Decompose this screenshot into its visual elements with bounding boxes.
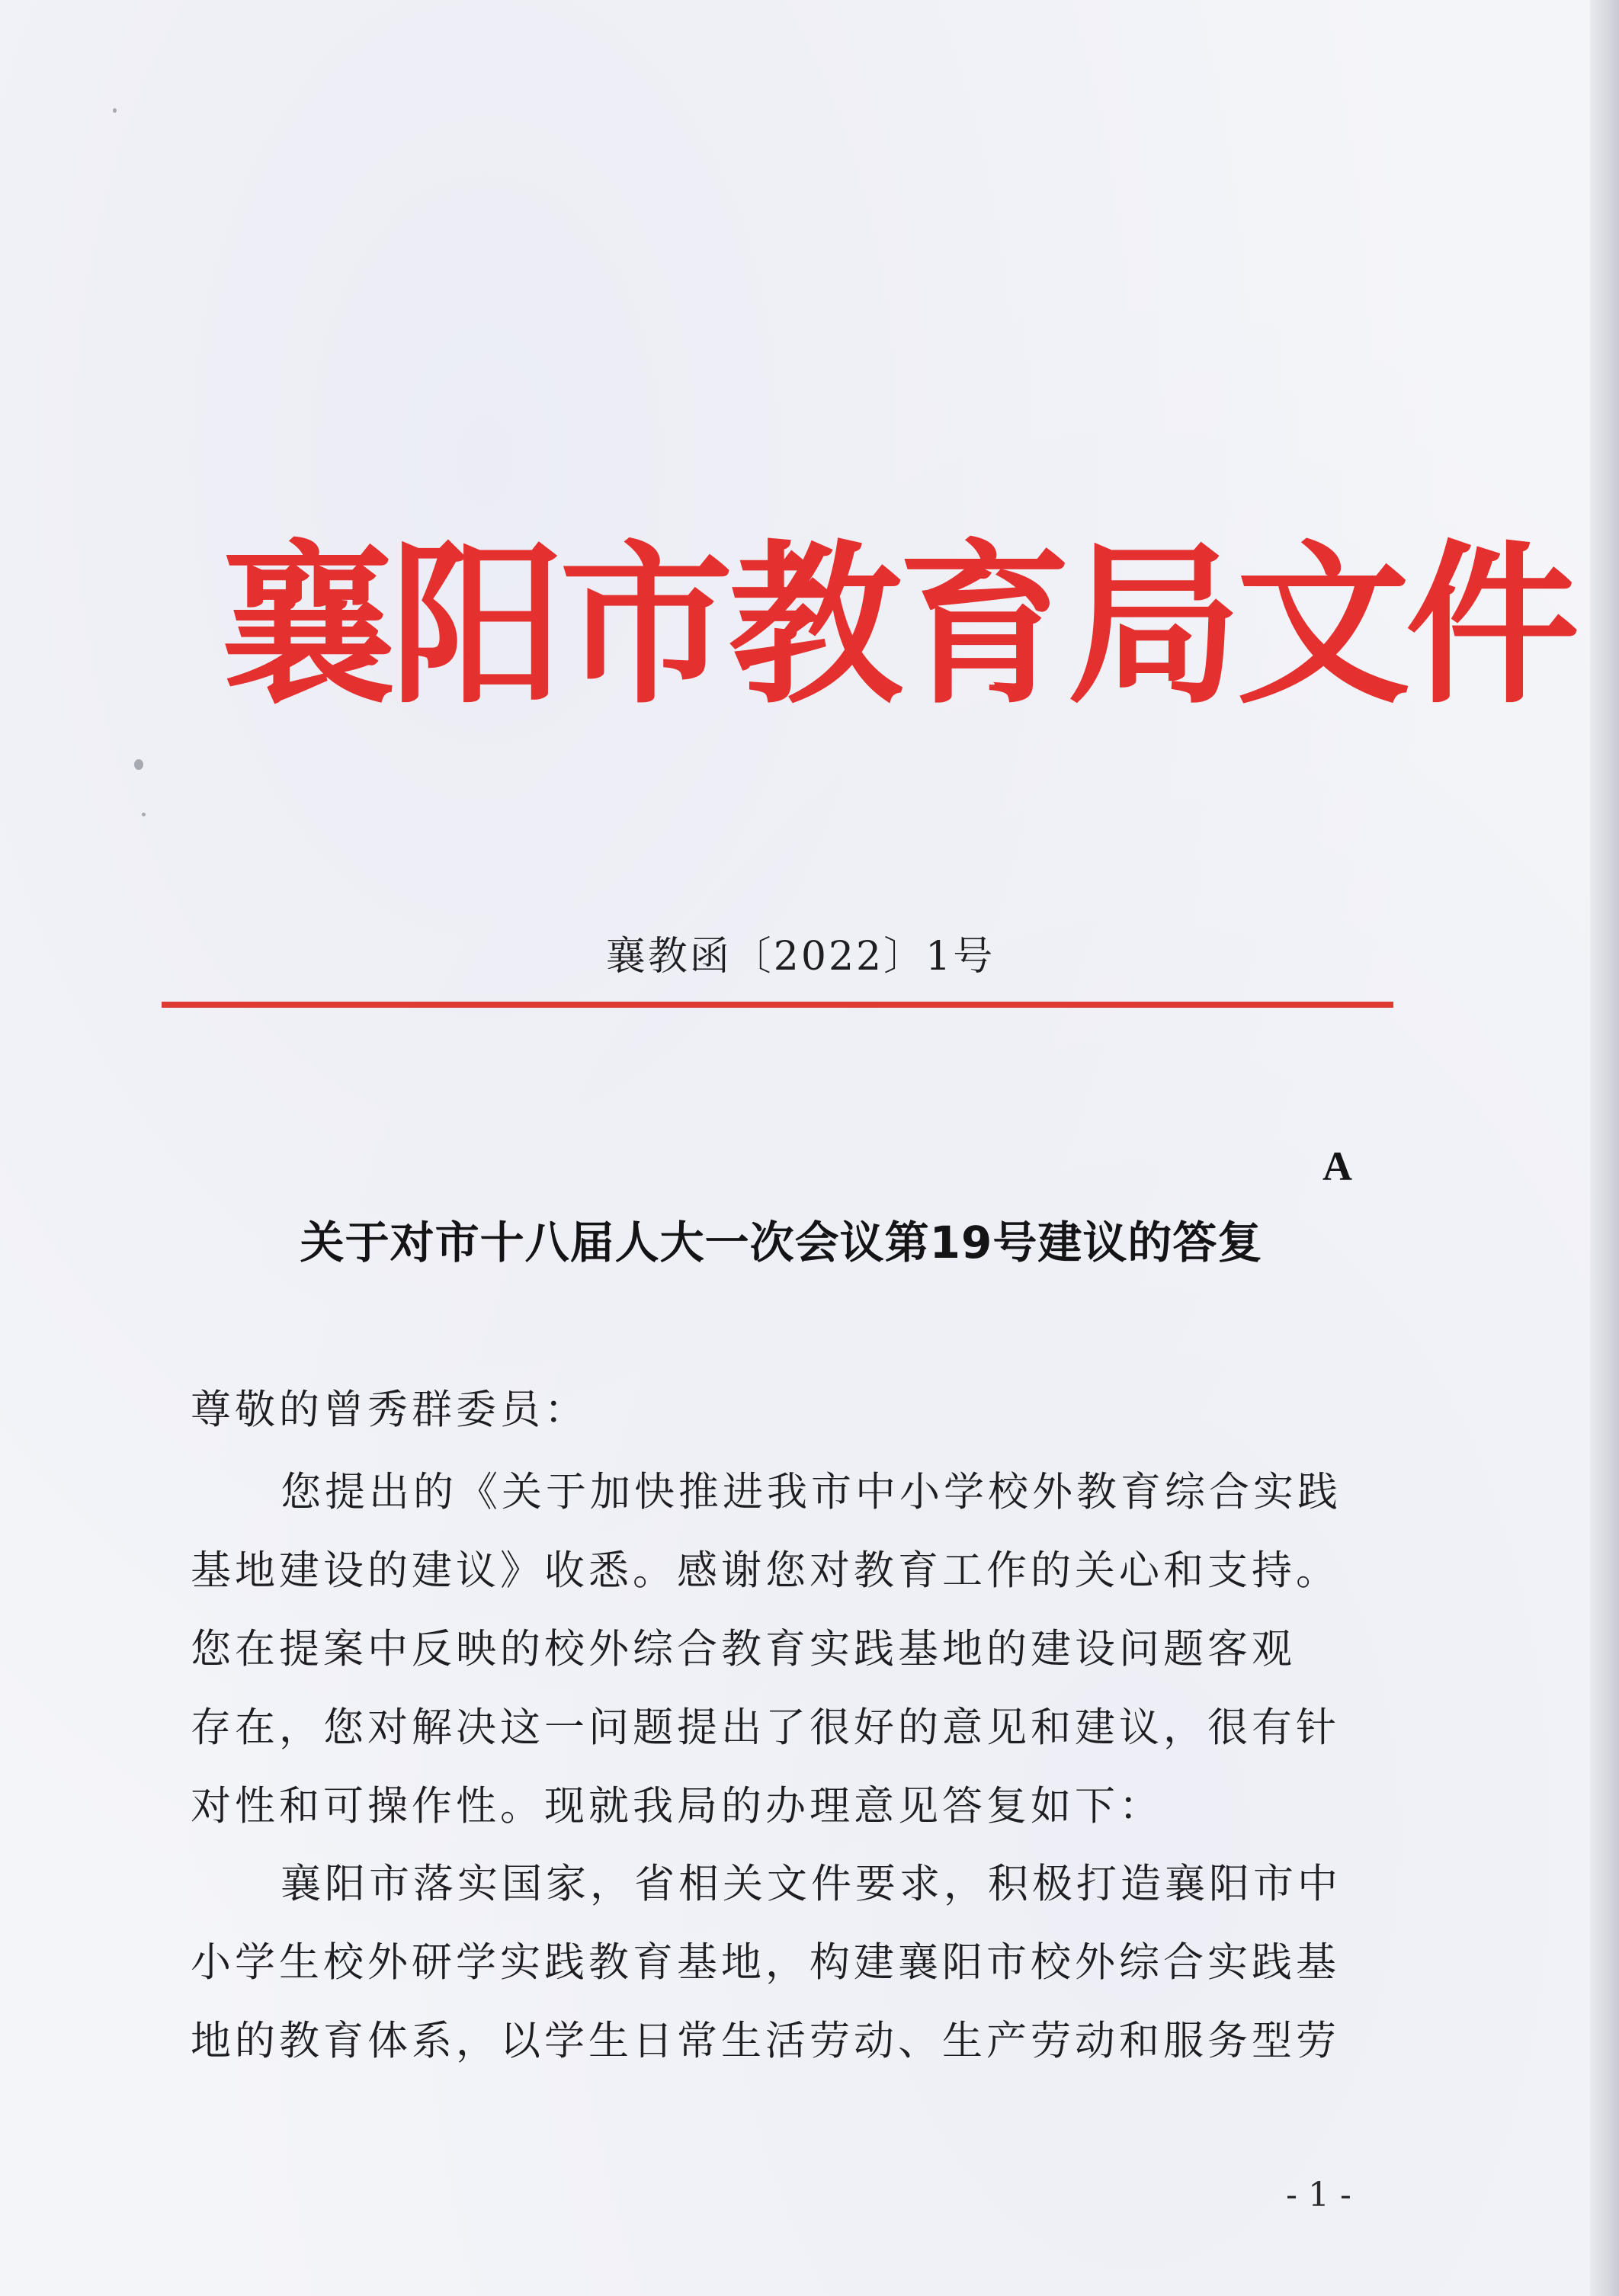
salutation: 尊敬的曾秀群委员： xyxy=(191,1387,588,1433)
document-title: 关于对市十八届人大一次会议第19号建议的答复 xyxy=(300,1217,1263,1268)
body-paragraph xyxy=(191,1845,1364,2080)
scan-speck xyxy=(142,813,146,816)
paper-edge-shadow xyxy=(1590,0,1619,2296)
scan-speck xyxy=(134,759,143,770)
paragraph-line: 对性和可操作性。现就我局的办理意见答复如下： xyxy=(191,1783,1163,1829)
paragraph-line: 襄阳市落实国家，省相关文件要求，积极打造襄阳市中 xyxy=(281,1861,1342,1907)
paragraph-line: 您提出的《关于加快推进我市中小学校外教育综合实践 xyxy=(281,1469,1342,1515)
paragraph-line: 存在，您对解决这一问题提出了很好的意见和建议，很有针 xyxy=(191,1704,1340,1751)
category-mark: A xyxy=(1322,1143,1352,1189)
red-divider-line xyxy=(162,1002,1393,1008)
paragraph-line: 您在提案中反映的校外综合教育实践基地的建设问题客观 xyxy=(191,1626,1296,1672)
body-paragraph xyxy=(191,1453,1364,1845)
document-number: 襄教函〔2022〕1号 xyxy=(605,934,995,980)
paragraph-line: 小学生校外研学实践教育基地，构建襄阳市校外综合实践基 xyxy=(191,1939,1340,1986)
paragraph-line: 基地建设的建议》收悉。感谢您对教育工作的关心和支持。 xyxy=(191,1547,1340,1594)
paragraph-line: 地的教育体系，以学生日常生活劳动、生产劳动和服务型劳 xyxy=(191,2018,1340,2064)
document-masthead: 襄阳市教育局文件 xyxy=(221,523,1575,727)
scan-speck xyxy=(113,108,117,113)
page-number: - 1 - xyxy=(1286,2176,1351,2214)
